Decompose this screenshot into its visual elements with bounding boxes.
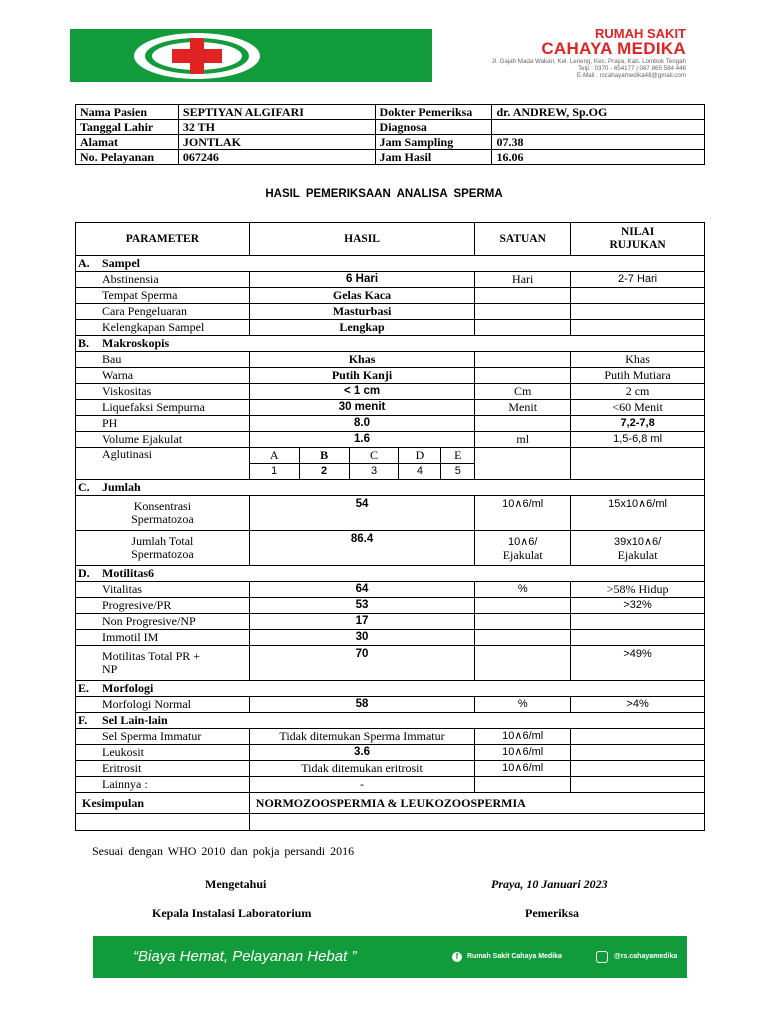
instagram-icon <box>596 951 608 963</box>
hospital-email: E-Mail : rscahayamedika48@gmail.com <box>576 72 686 79</box>
label-sampling: Jam Sampling <box>375 135 492 150</box>
empty-cell <box>249 814 704 831</box>
table-row <box>76 745 705 761</box>
param-sel-immatur: Sel Sperma Immatur <box>76 729 250 745</box>
param-jumlah-line2: Spermatozoa <box>131 547 194 561</box>
param-volume: Volume Ejakulat <box>76 432 250 448</box>
kesimpulan-row <box>76 793 705 814</box>
value-doctor: dr. ANDREW, Sp.OG <box>492 105 705 120</box>
nilai-ph: 7,2-7,8 <box>571 416 705 432</box>
table-row <box>76 272 705 288</box>
hasil-leukosit: 3.6 <box>249 745 475 761</box>
param-motilitas-line2: NP <box>102 662 118 676</box>
hasil-kelengkapan: Lengkap <box>249 320 475 336</box>
param-lainnya: Lainnya : <box>76 777 250 793</box>
label-dob: Tanggal Lahir <box>76 120 179 135</box>
section-c-name: Jumlah <box>102 480 141 494</box>
section-d <box>76 566 705 582</box>
hasil-sel-immatur: Tidak ditemukan Sperma Immatur <box>249 729 475 745</box>
satuan-aglutinasi <box>475 448 571 480</box>
param-kelengkapan: Kelengkapan Sampel <box>76 320 250 336</box>
section-b-letter: B. <box>78 336 90 350</box>
slogan: “Biaya Hemat, Pelayanan Hebat ” <box>133 948 357 965</box>
table-row <box>76 432 705 448</box>
value-sampling: 07.38 <box>492 135 705 150</box>
table-row <box>76 531 705 566</box>
hospital-name-line2: CAHAYA MEDIKA <box>541 39 686 58</box>
value-result-time: 16.06 <box>492 150 705 165</box>
table-row <box>76 368 705 384</box>
table-row <box>76 761 705 777</box>
hasil-lainnya: - <box>249 777 475 793</box>
satuan-konsentrasi: 10∧6/ml <box>475 496 571 531</box>
nilai-leukosit <box>571 745 705 761</box>
table-row <box>76 384 705 400</box>
satuan-tempat <box>475 288 571 304</box>
param-konsentrasi-line1: Konsentrasi <box>133 499 192 513</box>
kesimpulan-value: NORMOZOOSPERMIA & LEUKOZOOSPERMIA <box>249 793 704 814</box>
hasil-abstinensia: 6 Hari <box>249 272 475 288</box>
section-a-name: Sampel <box>102 256 141 270</box>
satuan-jumlah-total <box>475 531 571 566</box>
satuan-non-progresive <box>475 614 571 630</box>
value-diagnosis <box>492 120 705 135</box>
header-hasil: HASIL <box>249 223 475 256</box>
value-address: JONTLAK <box>178 135 375 150</box>
table-row <box>76 416 705 432</box>
table-row <box>76 304 705 320</box>
param-vitalitas: Vitalitas <box>76 582 250 598</box>
label-diagnosis: Diagnosa <box>375 120 492 135</box>
mengetahui-label: Mengetahui <box>205 877 267 891</box>
hospital-phone: Telp : 0370 - 654177 | 087 865 584 448 <box>578 65 686 72</box>
pemeriksa-label: Pemeriksa <box>525 906 579 920</box>
aglutinasi-letter-c: C <box>349 448 399 464</box>
param-leukosit: Leukosit <box>76 745 250 761</box>
label-doctor: Dokter Pemeriksa <box>375 105 492 120</box>
table-row <box>76 777 705 793</box>
aglutinasi-num-3: 3 <box>349 464 399 480</box>
header-parameter: PARAMETER <box>76 223 250 256</box>
section-a-letter: A. <box>78 256 90 270</box>
satuan-jumlah-line2: Ejakulat <box>502 547 543 562</box>
satuan-volume: ml <box>475 432 571 448</box>
label-name: Nama Pasien <box>76 105 179 120</box>
aglutinasi-letter-d: D <box>399 448 441 464</box>
section-f-letter: F. <box>78 713 88 727</box>
section-c-letter: C. <box>78 480 90 494</box>
nilai-abstinensia: 2-7 Hari <box>571 272 705 288</box>
hasil-liquefaksi: 30 menit <box>249 400 475 416</box>
nilai-jumlah-line1: 39x10∧6/ <box>613 535 662 548</box>
satuan-cara <box>475 304 571 320</box>
value-service: 067246 <box>178 150 375 165</box>
aglutinasi-letter-a: A <box>249 448 299 464</box>
satuan-viskositas: Cm <box>475 384 571 400</box>
satuan-immotil <box>475 630 571 646</box>
param-bau: Bau <box>76 352 250 368</box>
hasil-non-progresive: 17 <box>249 614 475 630</box>
section-f-name: Sel Lain-lain <box>102 713 168 727</box>
hasil-tempat: Gelas Kaca <box>249 288 475 304</box>
param-progresive: Progresive/PR <box>76 598 250 614</box>
value-dob: 32 TH <box>178 120 375 135</box>
nilai-konsentrasi: 15x10∧6/ml <box>571 496 705 531</box>
facebook-icon: f <box>452 952 462 962</box>
nilai-liquefaksi: <60 Menit <box>571 400 705 416</box>
nilai-kelengkapan <box>571 320 705 336</box>
nilai-eritrosit <box>571 761 705 777</box>
hasil-jumlah-total: 86.4 <box>249 531 475 566</box>
nilai-non-progresive <box>571 614 705 630</box>
section-e-letter: E. <box>78 681 90 695</box>
results-table <box>75 222 705 831</box>
param-viskositas: Viskositas <box>76 384 250 400</box>
satuan-jumlah-line1: 10∧6/ <box>507 535 538 548</box>
header-nilai-line2: RUJUKAN <box>609 239 666 251</box>
nilai-viskositas: 2 cm <box>571 384 705 400</box>
reference-note <box>92 844 354 859</box>
satuan-kelengkapan <box>475 320 571 336</box>
aglutinasi-letter-b: B <box>299 448 349 464</box>
hasil-progresive: 53 <box>249 598 475 614</box>
param-konsentrasi-line2: Spermatozoa <box>131 512 194 526</box>
hasil-vitalitas: 64 <box>249 582 475 598</box>
satuan-eritrosit: 10∧6/ml <box>475 761 571 777</box>
hasil-eritrosit: Tidak ditemukan eritrosit <box>249 761 475 777</box>
table-row <box>76 598 705 614</box>
table-row <box>76 448 705 464</box>
table-row <box>76 288 705 304</box>
table-row <box>76 496 705 531</box>
section-d-letter: D. <box>78 566 90 580</box>
nilai-volume: 1,5-6,8 ml <box>571 432 705 448</box>
satuan-motilitas-total <box>475 646 571 681</box>
satuan-progresive <box>475 598 571 614</box>
value-name: SEPTIYAN ALGIFARI <box>178 105 375 120</box>
param-eritrosit: Eritrosit <box>76 761 250 777</box>
section-b <box>76 336 705 352</box>
satuan-liquefaksi: Menit <box>475 400 571 416</box>
nilai-aglutinasi <box>571 448 705 480</box>
hasil-cara: Masturbasi <box>249 304 475 320</box>
satuan-morfologi-normal: % <box>475 697 571 713</box>
table-row <box>76 729 705 745</box>
param-motilitas-total <box>76 646 250 681</box>
satuan-leukosit: 10∧6/ml <box>475 745 571 761</box>
kesimpulan-label: Kesimpulan <box>76 793 250 814</box>
section-e <box>76 681 705 697</box>
nilai-motilitas-total: >49% <box>571 646 705 681</box>
hasil-motilitas-total: 70 <box>249 646 475 681</box>
empty-row <box>76 814 705 831</box>
satuan-vitalitas: % <box>475 582 571 598</box>
hasil-bau: Khas <box>249 352 475 368</box>
table-row <box>76 400 705 416</box>
aglutinasi-letter-e: E <box>441 448 475 464</box>
param-abstinensia: Abstinensia <box>76 272 250 288</box>
header-satuan: SATUAN <box>475 223 571 256</box>
nilai-lainnya <box>571 777 705 793</box>
section-c <box>76 480 705 496</box>
table-row <box>76 630 705 646</box>
label-address: Alamat <box>76 135 179 150</box>
hasil-morfologi-normal: 58 <box>249 697 475 713</box>
nilai-cara <box>571 304 705 320</box>
hasil-konsentrasi: 54 <box>249 496 475 531</box>
param-liquefaksi: Liquefaksi Sempurna <box>76 400 250 416</box>
section-f <box>76 713 705 729</box>
nilai-jumlah-line2: Ejakulat <box>617 547 658 562</box>
sign-date: Praya, 10 Januari 2023 <box>491 877 608 891</box>
aglutinasi-num-1: 1 <box>249 464 299 480</box>
hasil-warna: Putih Kanji <box>249 368 475 384</box>
nilai-warna: Putih Mutiara <box>571 368 705 384</box>
table-row <box>76 697 705 713</box>
aglutinasi-num-4: 4 <box>399 464 441 480</box>
aglutinasi-num-5: 5 <box>441 464 475 480</box>
hospital-name-line1: RUMAH SAKIT <box>595 26 686 41</box>
kepala-label: Kepala Instalasi Laboratorium <box>152 906 312 920</box>
aglutinasi-num-2: 2 <box>299 464 349 480</box>
satuan-sel-immatur: 10∧6/ml <box>475 729 571 745</box>
section-b-name: Makroskopis <box>102 336 170 350</box>
nilai-bau: Khas <box>571 352 705 368</box>
param-aglutinasi: Aglutinasi <box>76 448 250 480</box>
instagram-handle: @rs.cahayamedika <box>614 953 678 960</box>
param-ph: PH <box>76 416 250 432</box>
satuan-bau <box>475 352 571 368</box>
red-cross-icon-vertical <box>190 38 204 74</box>
param-immotil: Immotil IM <box>76 630 250 646</box>
satuan-ph <box>475 416 571 432</box>
table-row <box>76 614 705 630</box>
reference-note-text: Sesuai dengan WHO 2010 dan pokja persandi 2016 <box>92 844 355 858</box>
satuan-lainnya <box>475 777 571 793</box>
nilai-sel-immatur <box>571 729 705 745</box>
param-jumlah-total <box>76 531 250 566</box>
satuan-abstinensia: Hari <box>475 272 571 288</box>
param-warna: Warna <box>76 368 250 384</box>
section-d-name: Motilitas6 <box>102 566 154 580</box>
hasil-volume: 1.6 <box>249 432 475 448</box>
hospital-address: Jl. Gajah Mada Wakan, Kel. Leneng, Kec. Praya, Kab. Lombok Tengah <box>491 58 686 65</box>
nilai-progresive: >32% <box>571 598 705 614</box>
label-service: No. Pelayanan <box>76 150 179 165</box>
satuan-warna <box>475 368 571 384</box>
nilai-tempat <box>571 288 705 304</box>
empty-cell <box>76 814 250 831</box>
hasil-ph: 8.0 <box>249 416 475 432</box>
nilai-immotil <box>571 630 705 646</box>
param-motilitas-line1: Motilitas Total PR + <box>102 649 201 663</box>
param-tempat: Tempat Sperma <box>76 288 250 304</box>
patient-info-table <box>75 104 705 165</box>
nilai-morfologi-normal: >4% <box>571 697 705 713</box>
section-a <box>76 256 705 272</box>
document-title: HASIL PEMERIKSAAN ANALISA SPERMA <box>265 188 503 200</box>
facebook-name: Rumah Sakit Cahaya Medika <box>467 953 562 960</box>
label-result-time: Jam Hasil <box>375 150 492 165</box>
section-e-name: Morfologi <box>102 681 154 695</box>
table-row <box>76 646 705 681</box>
nilai-jumlah-total <box>571 531 705 566</box>
table-row <box>76 352 705 368</box>
table-row <box>76 582 705 598</box>
header-nilai-line1: NILAI <box>620 226 655 238</box>
hasil-immotil: 30 <box>249 630 475 646</box>
hasil-viskositas: < 1 cm <box>249 384 475 400</box>
table-row <box>76 320 705 336</box>
param-jumlah-line1: Jumlah Total <box>131 534 194 548</box>
nilai-vitalitas: >58% Hidup <box>571 582 705 598</box>
param-konsentrasi <box>76 496 250 531</box>
param-non-progresive: Non Progresive/NP <box>76 614 250 630</box>
param-cara: Cara Pengeluaran <box>76 304 250 320</box>
param-morfologi-normal: Morfologi Normal <box>76 697 250 713</box>
header-nilai-rujukan <box>571 223 705 256</box>
